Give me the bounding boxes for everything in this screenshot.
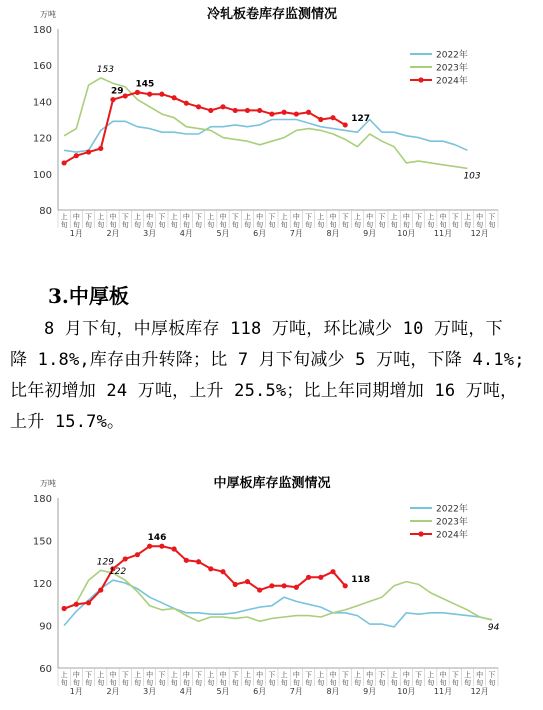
series-point-2024 xyxy=(74,153,79,158)
x-month-label: 6月 xyxy=(253,687,267,696)
y-tick-label: 120 xyxy=(32,133,52,145)
y-tick-label: 120 xyxy=(32,579,52,590)
x-month-label: 3月 xyxy=(143,687,157,696)
series-point-2024 xyxy=(110,97,115,102)
section-heading: 3.中厚板 xyxy=(48,284,129,308)
series-point-2024 xyxy=(184,558,189,563)
x-period-label: 上旬 xyxy=(353,213,361,229)
y-axis-unit-label: 万吨 xyxy=(40,10,56,19)
x-period-label: 上旬 xyxy=(427,671,435,687)
x-period-label: 上旬 xyxy=(243,213,251,229)
series-point-2024 xyxy=(172,95,177,100)
series-point-2024 xyxy=(282,110,287,115)
x-period-label: 中旬 xyxy=(72,213,80,229)
x-period-label: 下旬 xyxy=(488,213,496,229)
x-period-label: 中旬 xyxy=(402,671,410,687)
paragraph-line: 上升 15.7%。 xyxy=(10,412,125,432)
series-point-2024 xyxy=(135,552,140,557)
x-period-label: 上旬 xyxy=(207,671,215,687)
series-point-2024 xyxy=(233,582,238,587)
series-line-2024年 xyxy=(64,546,345,608)
series-point-2024 xyxy=(245,579,250,584)
paragraph-line: 比年初增加 24 万吨，上升 25.5%；比上年同期增加 16 万吨， xyxy=(10,381,518,401)
x-period-label: 上旬 xyxy=(390,671,398,687)
y-tick-label: 150 xyxy=(32,536,52,548)
x-period-label: 上旬 xyxy=(133,671,141,687)
series-point-2024 xyxy=(220,104,225,109)
series-point-2024 xyxy=(269,111,274,116)
series-point-2024 xyxy=(159,92,164,97)
x-period-label: 下旬 xyxy=(451,213,459,229)
data-annotation: 103 xyxy=(463,171,481,182)
data-annotation: 153 xyxy=(96,64,114,75)
series-point-2024 xyxy=(172,546,177,551)
legend-label: 2023年 xyxy=(436,517,468,528)
y-tick-label: 80 xyxy=(39,206,52,217)
series-point-2024 xyxy=(208,566,213,571)
paragraph-line: 8 月下旬，中厚板库存 118 万吨，环比减少 10 万吨，下 xyxy=(44,319,503,339)
x-period-label: 下旬 xyxy=(195,671,203,687)
x-period-label: 上旬 xyxy=(280,213,288,229)
x-period-label: 下旬 xyxy=(488,671,496,687)
x-period-label: 中旬 xyxy=(256,671,264,687)
x-period-label: 上旬 xyxy=(133,213,141,229)
x-period-label: 上旬 xyxy=(243,671,251,687)
x-period-label: 中旬 xyxy=(476,213,484,229)
series-point-2024 xyxy=(184,101,189,106)
legend-marker-2024 xyxy=(418,77,423,82)
data-annotation: 122 xyxy=(109,567,127,578)
series-line-2022年 xyxy=(64,580,492,627)
x-period-label: 上旬 xyxy=(60,671,68,687)
x-month-label: 2月 xyxy=(106,687,120,696)
x-period-label: 上旬 xyxy=(170,671,178,687)
series-line-2023年 xyxy=(64,78,467,168)
data-annotation: 129 xyxy=(96,557,114,568)
x-period-label: 上旬 xyxy=(317,213,325,229)
chart-title: 中厚板库存监测情况 xyxy=(213,476,331,491)
x-period-label: 中旬 xyxy=(219,213,227,229)
series-point-2024 xyxy=(343,122,348,127)
series-point-2024 xyxy=(318,575,323,580)
x-period-label: 下旬 xyxy=(268,671,276,687)
x-period-label: 中旬 xyxy=(256,213,264,229)
x-period-label: 中旬 xyxy=(146,671,154,687)
x-month-label: 1月 xyxy=(69,229,83,238)
x-period-label: 下旬 xyxy=(415,671,423,687)
x-period-label: 上旬 xyxy=(60,213,68,229)
x-period-label: 下旬 xyxy=(121,213,129,229)
x-month-label: 6月 xyxy=(253,229,267,238)
x-period-label: 上旬 xyxy=(463,671,471,687)
chart-title: 冷轧板卷库存监测情况 xyxy=(206,7,338,22)
x-period-label: 中旬 xyxy=(72,671,80,687)
x-month-label: 10月 xyxy=(397,229,416,238)
legend-label: 2024年 xyxy=(436,530,468,541)
x-month-label: 8月 xyxy=(326,229,340,238)
data-annotation: 94 xyxy=(487,622,500,633)
series-point-2024 xyxy=(98,587,103,592)
chart-cold-rolled-inventory xyxy=(0,0,543,268)
chart-cold-rolled-svg xyxy=(0,0,543,268)
x-month-label: 10月 xyxy=(397,687,416,696)
x-period-label: 下旬 xyxy=(231,671,239,687)
x-period-label: 下旬 xyxy=(121,671,129,687)
section-paragraph xyxy=(10,314,534,438)
x-month-label: 2月 xyxy=(106,229,120,238)
x-month-label: 12月 xyxy=(470,687,489,696)
x-period-label: 下旬 xyxy=(341,213,349,229)
x-month-label: 11月 xyxy=(433,687,453,696)
medium-plate-section xyxy=(0,268,543,468)
x-month-label: 9月 xyxy=(363,229,377,238)
series-point-2024 xyxy=(306,110,311,115)
y-tick-label: 100 xyxy=(32,169,52,181)
series-point-2024 xyxy=(282,583,287,588)
x-period-label: 上旬 xyxy=(317,671,325,687)
x-period-label: 下旬 xyxy=(195,213,203,229)
x-period-label: 下旬 xyxy=(415,213,423,229)
x-period-label: 中旬 xyxy=(292,671,300,687)
series-point-2024 xyxy=(196,104,201,109)
legend-label: 2022年 xyxy=(436,50,468,61)
x-period-label: 中旬 xyxy=(439,671,447,687)
x-month-label: 5月 xyxy=(216,229,230,238)
series-point-2024 xyxy=(257,108,262,113)
series-point-2024 xyxy=(196,559,201,564)
legend-marker-2024 xyxy=(418,531,423,536)
x-period-label: 上旬 xyxy=(353,671,361,687)
series-point-2024 xyxy=(330,569,335,574)
series-point-2024 xyxy=(318,117,323,122)
x-month-label: 1月 xyxy=(69,687,83,696)
x-month-label: 8月 xyxy=(326,687,340,696)
x-month-label: 3月 xyxy=(143,229,157,238)
x-period-label: 下旬 xyxy=(378,671,386,687)
x-period-label: 上旬 xyxy=(97,213,105,229)
chart-medium-plate-inventory xyxy=(0,470,543,710)
x-period-label: 下旬 xyxy=(268,213,276,229)
series-point-2024 xyxy=(86,600,91,605)
x-period-label: 下旬 xyxy=(231,213,239,229)
x-period-label: 下旬 xyxy=(158,213,166,229)
x-period-label: 中旬 xyxy=(439,213,447,229)
series-point-2024 xyxy=(343,583,348,588)
x-period-label: 下旬 xyxy=(378,213,386,229)
y-tick-label: 160 xyxy=(32,61,52,73)
series-line-2024年 xyxy=(64,92,345,163)
x-period-label: 上旬 xyxy=(427,213,435,229)
data-annotation: 146 xyxy=(147,533,167,544)
x-month-label: 7月 xyxy=(289,229,303,238)
series-point-2024 xyxy=(294,585,299,590)
x-period-label: 中旬 xyxy=(146,213,154,229)
series-point-2024 xyxy=(330,115,335,120)
x-period-label: 下旬 xyxy=(305,671,313,687)
series-point-2024 xyxy=(86,149,91,154)
series-line-2022年 xyxy=(64,120,467,153)
x-period-label: 中旬 xyxy=(182,213,190,229)
x-period-label: 中旬 xyxy=(476,671,484,687)
y-tick-label: 140 xyxy=(32,97,52,109)
x-month-label: 9月 xyxy=(363,687,377,696)
y-tick-label: 180 xyxy=(32,494,52,505)
series-point-2024 xyxy=(220,569,225,574)
x-month-label: 4月 xyxy=(179,687,193,696)
series-point-2024 xyxy=(74,602,79,607)
y-tick-label: 180 xyxy=(32,25,52,36)
series-point-2024 xyxy=(62,160,67,165)
x-period-label: 下旬 xyxy=(305,213,313,229)
x-period-label: 中旬 xyxy=(402,213,410,229)
x-month-label: 12月 xyxy=(470,229,489,238)
series-point-2024 xyxy=(245,108,250,113)
series-point-2024 xyxy=(62,606,67,611)
x-month-label: 4月 xyxy=(179,229,193,238)
x-period-label: 下旬 xyxy=(341,671,349,687)
series-point-2024 xyxy=(147,92,152,97)
series-point-2024 xyxy=(147,544,152,549)
legend-label: 2023年 xyxy=(436,63,468,74)
series-point-2024 xyxy=(159,544,164,549)
x-period-label: 中旬 xyxy=(182,671,190,687)
x-month-label: 7月 xyxy=(289,687,303,696)
series-point-2024 xyxy=(123,556,128,561)
x-period-label: 下旬 xyxy=(158,671,166,687)
paragraph-line: 降 1.8%,库存由升转降；比 7 月下旬减少 5 万吨，下降 4.1%; xyxy=(10,350,525,370)
series-point-2024 xyxy=(294,111,299,116)
y-tick-label: 60 xyxy=(39,664,52,675)
x-period-label: 中旬 xyxy=(219,671,227,687)
data-annotation: 127 xyxy=(351,113,371,124)
series-point-2024 xyxy=(98,146,103,151)
data-annotation: 118 xyxy=(351,574,371,585)
series-point-2024 xyxy=(306,575,311,580)
x-period-label: 上旬 xyxy=(97,671,105,687)
x-period-label: 上旬 xyxy=(207,213,215,229)
x-period-label: 中旬 xyxy=(366,671,374,687)
x-period-label: 上旬 xyxy=(170,213,178,229)
x-period-label: 中旬 xyxy=(366,213,374,229)
series-point-2024 xyxy=(208,108,213,113)
x-period-label: 中旬 xyxy=(109,213,117,229)
x-period-label: 中旬 xyxy=(292,213,300,229)
x-period-label: 上旬 xyxy=(390,213,398,229)
y-axis-unit-label: 万吨 xyxy=(40,479,56,488)
x-period-label: 上旬 xyxy=(463,213,471,229)
x-period-label: 上旬 xyxy=(280,671,288,687)
data-annotation: 145 xyxy=(135,79,155,90)
chart-medium-plate-svg xyxy=(0,470,543,710)
series-point-2024 xyxy=(135,90,140,95)
x-period-label: 中旬 xyxy=(109,671,117,687)
legend-label: 2022年 xyxy=(436,504,468,515)
x-period-label: 下旬 xyxy=(85,213,93,229)
y-tick-label: 90 xyxy=(39,621,52,633)
x-period-label: 中旬 xyxy=(329,213,337,229)
x-period-label: 中旬 xyxy=(329,671,337,687)
x-month-label: 5月 xyxy=(216,687,230,696)
data-annotation: 29 xyxy=(111,86,124,97)
series-point-2024 xyxy=(233,108,238,113)
series-point-2024 xyxy=(257,587,262,592)
x-period-label: 下旬 xyxy=(85,671,93,687)
x-period-label: 下旬 xyxy=(451,671,459,687)
legend-label: 2024年 xyxy=(436,76,468,87)
series-point-2024 xyxy=(269,583,274,588)
x-month-label: 11月 xyxy=(433,229,453,238)
